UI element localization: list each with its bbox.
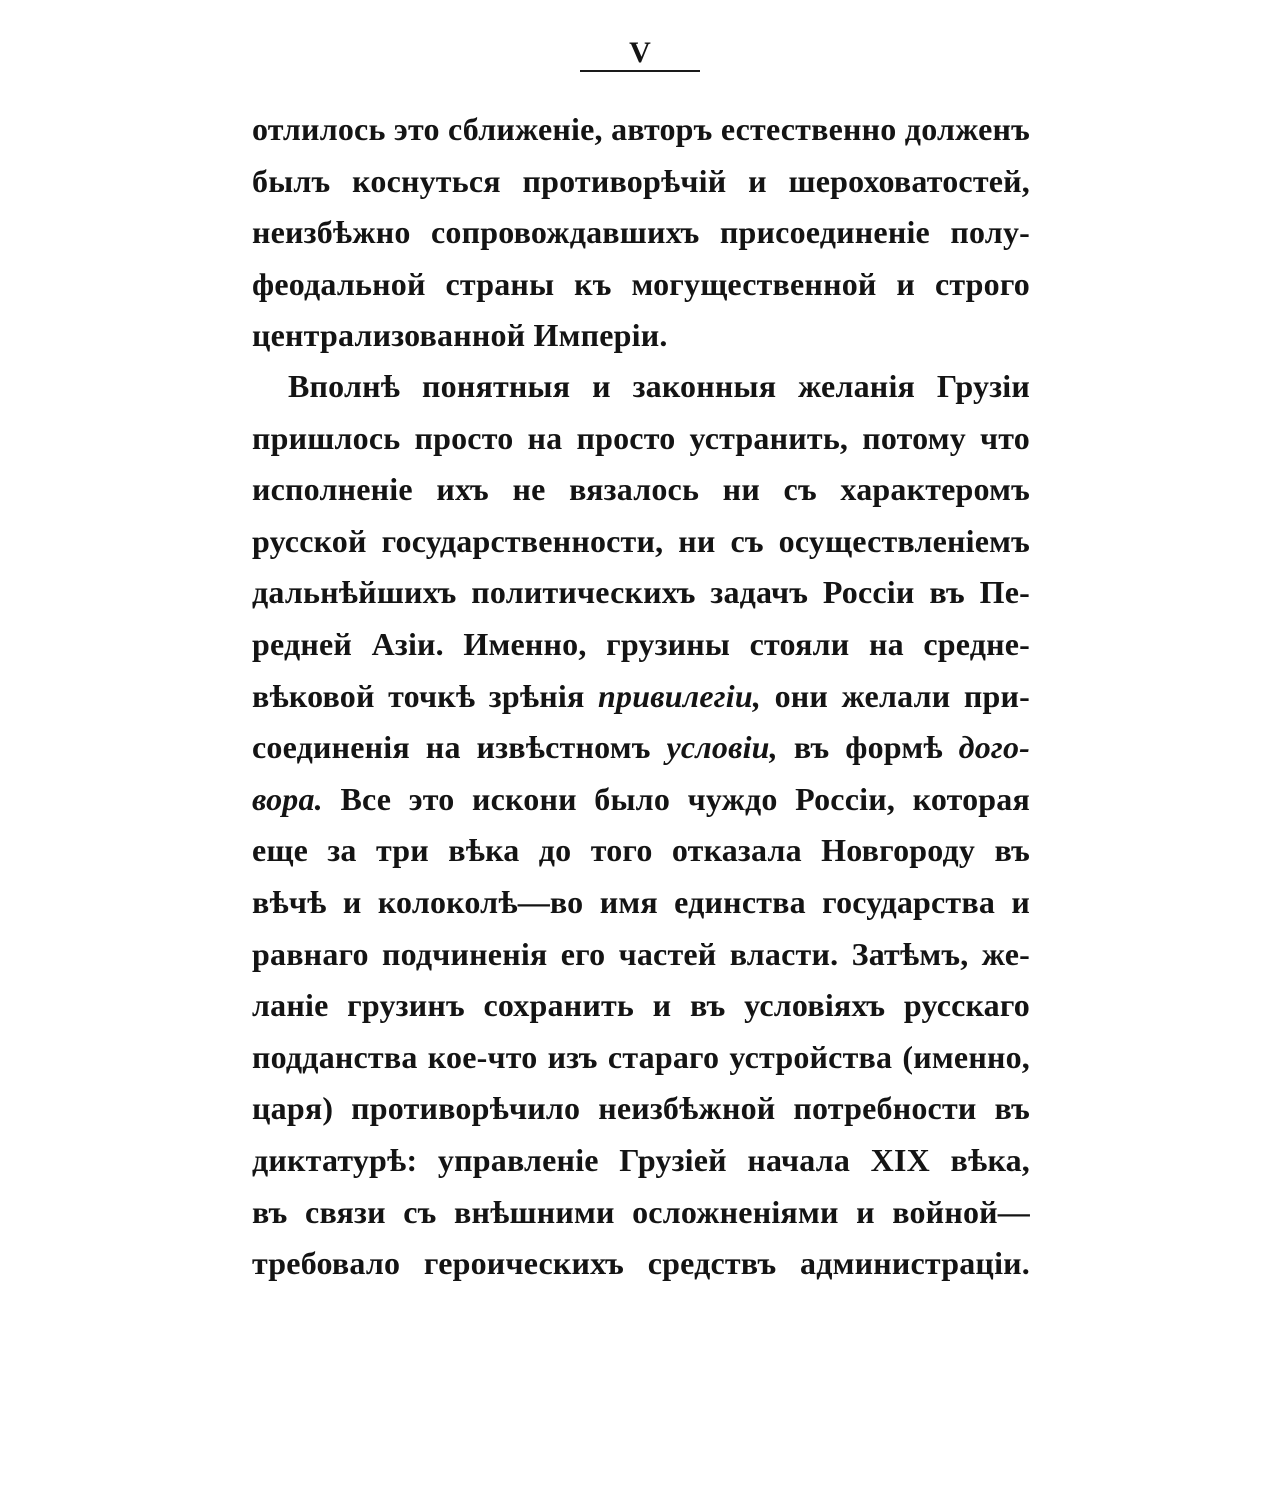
text-line: диктатурѣ: управленіе Грузіей начала XIX вѣка, [252, 1141, 1030, 1178]
text-line: исполненіе ихъ не вязалось ни съ характеромъ [252, 471, 1030, 508]
text-run: соединенія на извѣстномъ [252, 729, 651, 766]
text-line: неизбѣжно сопровождавшихъ присоединеніе полу- [252, 214, 1030, 251]
text-line: феодальной страны къ могущественной и строго [252, 265, 1030, 302]
italic-term: условіи, [666, 729, 778, 766]
italic-term: дого- [958, 729, 1030, 766]
text-line: вѣчѣ и колоколѣ—во имя единства государства и [252, 883, 1030, 920]
page-number: V [629, 36, 651, 69]
text-run: въ формѣ [793, 729, 943, 766]
paragraph-1 [252, 104, 1030, 362]
text-line: царя) противорѣчило неизбѣжной потребности въ [252, 1090, 1030, 1127]
text-run: вѣковой точкѣ зрѣнія [252, 677, 585, 714]
text-line: русской государственности, ни съ осуществленіемъ [252, 522, 1030, 559]
paragraph-2 [252, 361, 1030, 1290]
text-line: редней Азіи. Именно, грузины стояли на средне- [252, 625, 1030, 662]
italic-term: вора. [252, 780, 323, 817]
text-line [252, 671, 1030, 723]
text-line [252, 774, 1030, 826]
text-line: требовало героическихъ средствъ администраціи. [252, 1245, 1030, 1282]
text-line: подданства кое-что изъ стараго устройства (именно, [252, 1038, 1030, 1075]
text-line: Вполнѣ понятныя и законныя желанія Грузіи [288, 368, 1030, 404]
text-line: дальнѣйшихъ политическихъ задачъ Россіи въ Пе- [252, 574, 1030, 611]
text-line: ланіе грузинъ сохранить и въ условіяхъ русскаго [252, 987, 1030, 1024]
italic-term: привилегіи, [598, 677, 762, 714]
text-line: отлилось это сближеніе, авторъ естественно долженъ [252, 111, 1030, 147]
text-line [252, 722, 1030, 774]
text-line: былъ коснуться противорѣчій и шероховатостей, [252, 162, 1030, 199]
text-line: централизованной Имперіи. [252, 317, 668, 354]
header-rule [580, 70, 700, 72]
text-line: еще за три вѣка до того отказала Новгороду въ [252, 832, 1030, 869]
text-run: они желали при- [774, 677, 1031, 714]
text-line: равнаго подчиненія его частей власти. Затѣмъ, же- [252, 935, 1030, 972]
text-run: Все это искони было чуждо Россіи, которая [340, 780, 1031, 817]
text-line: пришлось просто на просто устранить, потому что [252, 419, 1030, 456]
text-line: въ связи съ внѣшними осложненіями и войной— [252, 1193, 1030, 1230]
